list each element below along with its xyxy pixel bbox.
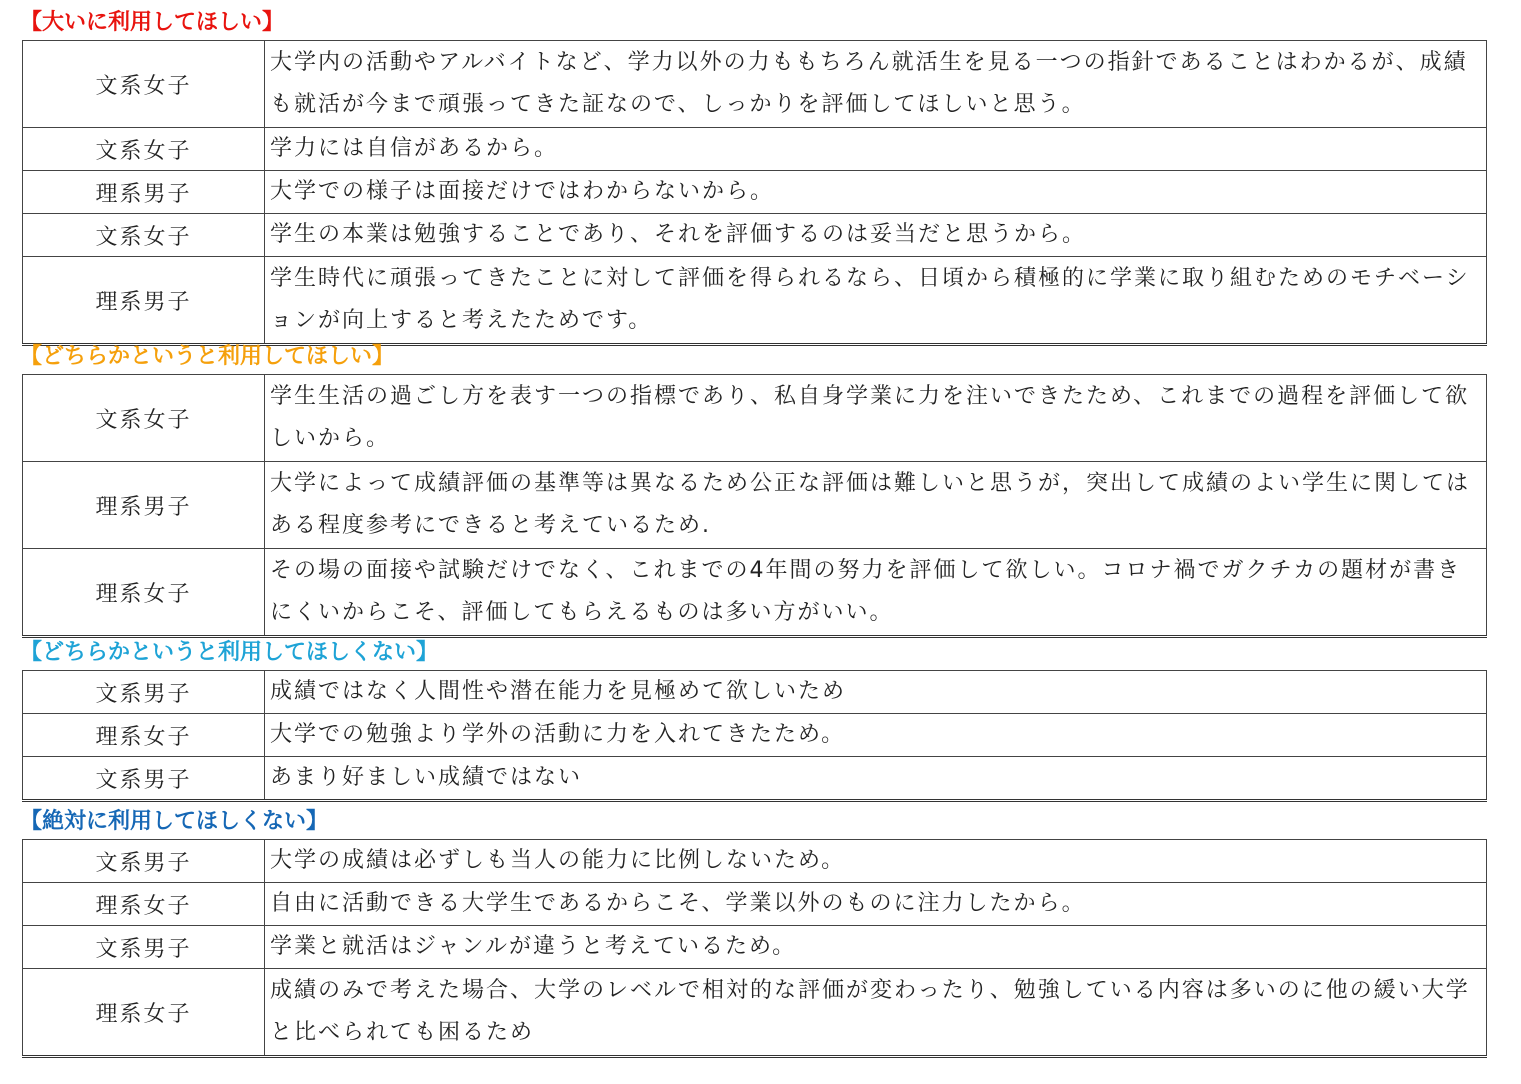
respondent-category: 文系女子	[23, 375, 265, 462]
respondent-category: 文系男子	[23, 926, 265, 969]
table-row	[23, 41, 1487, 128]
response-table	[22, 40, 1487, 346]
section-title: 【大いに利用してほしい】	[20, 10, 285, 35]
respondent-comment: その場の面接や試験だけでなく、これまでの4年間の努力を評価して欲しい。コロナ禍でガクチカの題材が書きにくいからこそ、評価してもらえるものは多い方がいい。	[265, 549, 1487, 637]
respondent-category: 文系女子	[23, 214, 265, 257]
respondent-category: 文系男子	[23, 671, 265, 714]
section-title: 【絶対に利用してほしくない】	[20, 809, 329, 834]
table-row	[23, 257, 1487, 345]
respondent-comment: あまり好ましい成績ではない	[265, 757, 1487, 801]
table-row	[23, 128, 1487, 171]
table-row	[23, 671, 1487, 714]
section-title: 【どちらかというと利用してほしい】	[20, 344, 395, 369]
response-table	[22, 839, 1487, 1058]
respondent-category: 文系男子	[23, 757, 265, 801]
table-row	[23, 214, 1487, 257]
section-title: 【どちらかというと利用してほしくない】	[20, 640, 439, 665]
respondent-comment: 大学によって成績評価の基準等は異なるため公正な評価は難しいと思うが，突出して成績のよい学生に関してはある程度参考にできると考えているため.	[265, 462, 1487, 549]
respondent-category: 文系女子	[23, 41, 265, 128]
respondent-category: 理系男子	[23, 171, 265, 214]
respondent-category: 理系女子	[23, 714, 265, 757]
respondent-category: 理系男子	[23, 462, 265, 549]
section-somewhat-use	[22, 340, 1487, 638]
respondent-comment: 大学内の活動やアルバイトなど、学力以外の力ももちろん就活生を見る一つの指針であることはわかるが、成績も就活が今まで頑張ってきた証なので、しっかりを評価してほしいと思う。	[265, 41, 1487, 128]
table-row	[23, 926, 1487, 969]
table-row	[23, 549, 1487, 637]
respondent-comment: 大学での様子は面接だけではわからないから。	[265, 171, 1487, 214]
respondent-comment: 大学での勉強より学外の活動に力を入れてきたため。	[265, 714, 1487, 757]
respondent-category: 文系男子	[23, 840, 265, 883]
section-strongly-use	[22, 6, 1487, 346]
response-table	[22, 670, 1487, 802]
table-row	[23, 171, 1487, 214]
table-row	[23, 883, 1487, 926]
table-row	[23, 969, 1487, 1057]
respondent-comment: 学生の本業は勉強することであり、それを評価するのは妥当だと思うから。	[265, 214, 1487, 257]
respondent-comment: 学生時代に頑張ってきたことに対して評価を得られるなら、日頃から積極的に学業に取り組むためのモチベーションが向上すると考えたためです。	[265, 257, 1487, 345]
section-never-use	[22, 805, 1487, 1058]
response-table	[22, 374, 1487, 638]
table-row	[23, 462, 1487, 549]
respondent-category: 理系男子	[23, 257, 265, 345]
respondent-category: 理系女子	[23, 969, 265, 1057]
respondent-category: 理系女子	[23, 549, 265, 637]
table-row	[23, 375, 1487, 462]
table-row	[23, 840, 1487, 883]
respondent-comment: 学力には自信があるから。	[265, 128, 1487, 171]
section-somewhat-not-use	[22, 636, 1487, 802]
respondent-comment: 学業と就活はジャンルが違うと考えているため。	[265, 926, 1487, 969]
respondent-category: 文系女子	[23, 128, 265, 171]
respondent-comment: 成績ではなく人間性や潜在能力を見極めて欲しいため	[265, 671, 1487, 714]
table-row	[23, 757, 1487, 801]
respondent-comment: 成績のみで考えた場合、大学のレベルで相対的な評価が変わったり、勉強している内容は多いのに他の緩い大学と比べられても困るため	[265, 969, 1487, 1057]
respondent-comment: 大学の成績は必ずしも当人の能力に比例しないため。	[265, 840, 1487, 883]
respondent-comment: 自由に活動できる大学生であるからこそ、学業以外のものに注力したから。	[265, 883, 1487, 926]
table-row	[23, 714, 1487, 757]
respondent-comment: 学生生活の過ごし方を表す一つの指標であり、私自身学業に力を注いできたため、これまでの過程を評価して欲しいから。	[265, 375, 1487, 462]
respondent-category: 理系女子	[23, 883, 265, 926]
